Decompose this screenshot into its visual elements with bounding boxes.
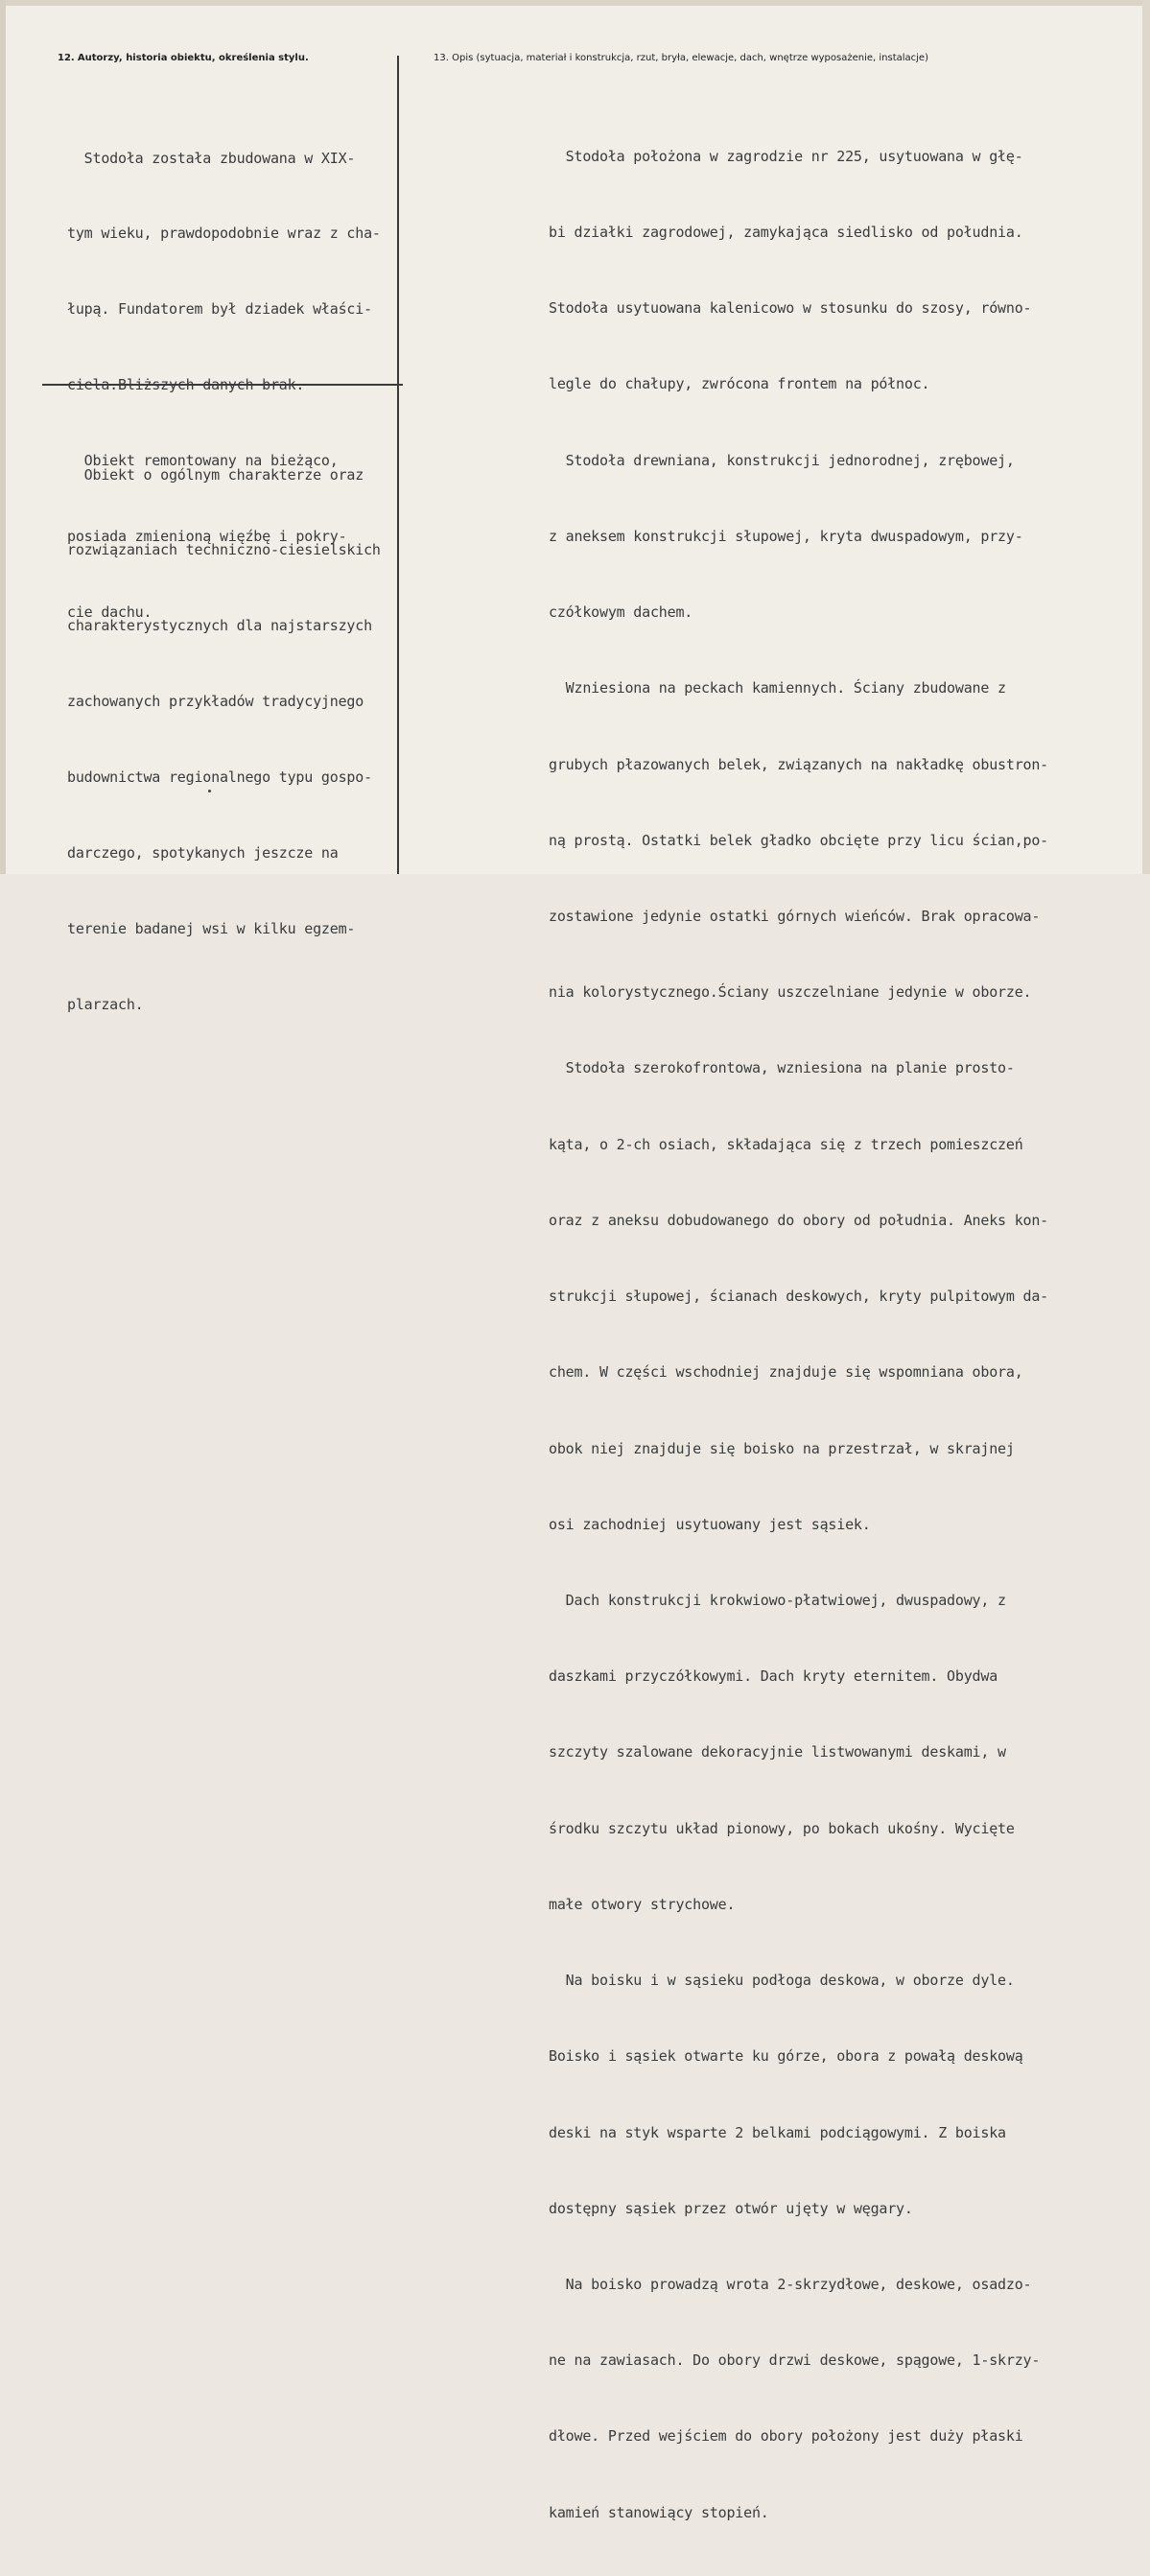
text-line: dostępny sąsiek przez otwór ujęty w węgary. (549, 2199, 913, 2217)
text-line: Stodoła szerokofrontowa, wzniesiona na planie prosto- (549, 1059, 1015, 1077)
section-13-number: 13. (434, 53, 449, 63)
text-line: cie dachu. (67, 603, 153, 621)
text-line: Stodoła drewniana, konstrukcji jednorodnej, zrębowej, (549, 451, 1015, 469)
text-line: bi działki zagrodowej, zamykająca siedlisko od południa. (549, 224, 1023, 242)
scan-edge-left (0, 0, 6, 874)
text-line: zachowanych przykładów tradycyjnego (67, 693, 364, 711)
text-line: terenie badanej wsi w kilku egzem- (67, 919, 356, 937)
text-line: czółkowym dachem. (549, 603, 693, 622)
text-line: Na boisku i w sąsieku podłoga deskowa, w oborze dyle. (549, 1972, 1015, 1990)
text-line: Dach konstrukcji krokwiowo-płatwiowej, dwuspadowy, z (549, 1591, 1006, 1609)
text-line: szczyty szalowane dekoracyjnie listwowanymi deskami, w (549, 1743, 1006, 1761)
text-line: ną prostą. Ostatki belek gładko obcięte przy licu ścian,po- (549, 831, 1049, 849)
ink-speck (208, 790, 211, 792)
text-line: posiada zmienioną więźbę i pokry- (67, 528, 347, 546)
text-line: tym wieku, prawdopodobnie wraz z cha- (67, 225, 381, 243)
text-line: Obiekt o ogólnym charakterze oraz (67, 465, 364, 484)
section-12-title: Autorzy, historia obiektu, określenia stylu. (77, 53, 309, 63)
text-line: z aneksem konstrukcji słupowej, kryta dwuspadowym, przy- (549, 527, 1023, 545)
text-line: ciela.Bliższych danych brak. (67, 376, 305, 394)
style-text (67, 412, 381, 1068)
text-line: rozwiązaniach techniczno-ciesielskich (67, 541, 381, 559)
text-line: zostawione jedynie ostatki górnych wieńców. Brak opracowa- (549, 908, 1041, 925)
text-line: Boisko i sąsiek otwarte ku górze, obora z powałą deskową (549, 2047, 1023, 2066)
text-line: dłowe. Przed wejściem do obory położony jest duży płaski (549, 2427, 1023, 2446)
text-line: środku szczytu układ pionowy, po bokach ukośny. Wycięte (549, 1819, 1015, 1837)
text-line: nia kolorystycznego.Ściany uszczelniane jedynie w oborze. (549, 983, 1032, 1002)
text-line: grubych płazowanych belek, związanych na nakładkę obustron- (549, 755, 1049, 773)
section-13-subtitle: (sytuacja, materiał i konstrukcja, rzut, bryła, elewacje, dach, wnętrze wyposażenie, instalacje) (476, 53, 928, 63)
text-line: Obiekt remontowany na bieżąco, (67, 452, 339, 470)
text-line: daszkami przyczółkowymi. Dach kryty eternitem. Obydwa (549, 1667, 998, 1686)
text-line: deski na styk wsparte 2 belkami podciągowymi. Z boiska (549, 2123, 1006, 2141)
text-line: charakterystycznych dla najstarszych (67, 617, 372, 635)
text-line: kamień stanowiący stopień. (549, 2503, 769, 2521)
text-line: Stodoła usytuowana kalenicowo w stosunku do szosy, równo- (549, 299, 1032, 318)
text-line: Stodoła położona w zagrodzie nr 225, usytuowana w głę- (549, 147, 1023, 165)
text-line: Wzniesiona na peckach kamiennych. Ściany zbudowane z (549, 679, 1006, 697)
text-line: małe otwory strychowe. (549, 1895, 736, 1913)
scan-edge-top (0, 0, 1150, 6)
text-line: plarzach. (67, 995, 144, 1013)
text-line: Na boisko prowadzą wrota 2-skrzydłowe, deskowe, osadzo- (549, 2275, 1032, 2293)
text-line: strukcji słupowej, ścianach deskowych, kryty pulpitowym da- (549, 1288, 1049, 1306)
text-line: ne na zawiasach. Do obory drzwi deskowe, spągowe, 1-skrzy- (549, 2351, 1041, 2370)
text-line: darczego, spotykanych jeszcze na (67, 844, 339, 863)
section-13-title: Opis (452, 53, 474, 63)
text-line: obok niej znajduje się boisko na przestrzał, w skrajnej (549, 1439, 1015, 1457)
text-line: legle do chałupy, zwrócona frontem na północ. (549, 375, 930, 393)
text-line: osi zachodniej usytuowany jest sąsiek. (549, 1515, 871, 1533)
description-text (549, 93, 1048, 2576)
section-12-number: 12. (58, 53, 75, 63)
text-line: Stodoła została zbudowana w XIX- (67, 149, 356, 167)
section-12-heading (58, 53, 309, 63)
text-line: chem. W części wschodniej znajduje się wspomniana obora, (549, 1363, 1023, 1382)
column-divider (397, 56, 399, 874)
text-line: budownictwa regionalnego typu gospo- (67, 768, 372, 787)
scan-edge-right (1142, 0, 1150, 874)
section-13-heading (434, 53, 928, 63)
text-line: oraz z aneksu dobudowanego do obory od południa. Aneks kon- (549, 1211, 1049, 1229)
text-line: łupą. Fundatorem był dziadek właści- (67, 300, 372, 319)
text-line: kąta, o 2-ch osiach, składająca się z trzech pomieszczeń (549, 1135, 1023, 1153)
